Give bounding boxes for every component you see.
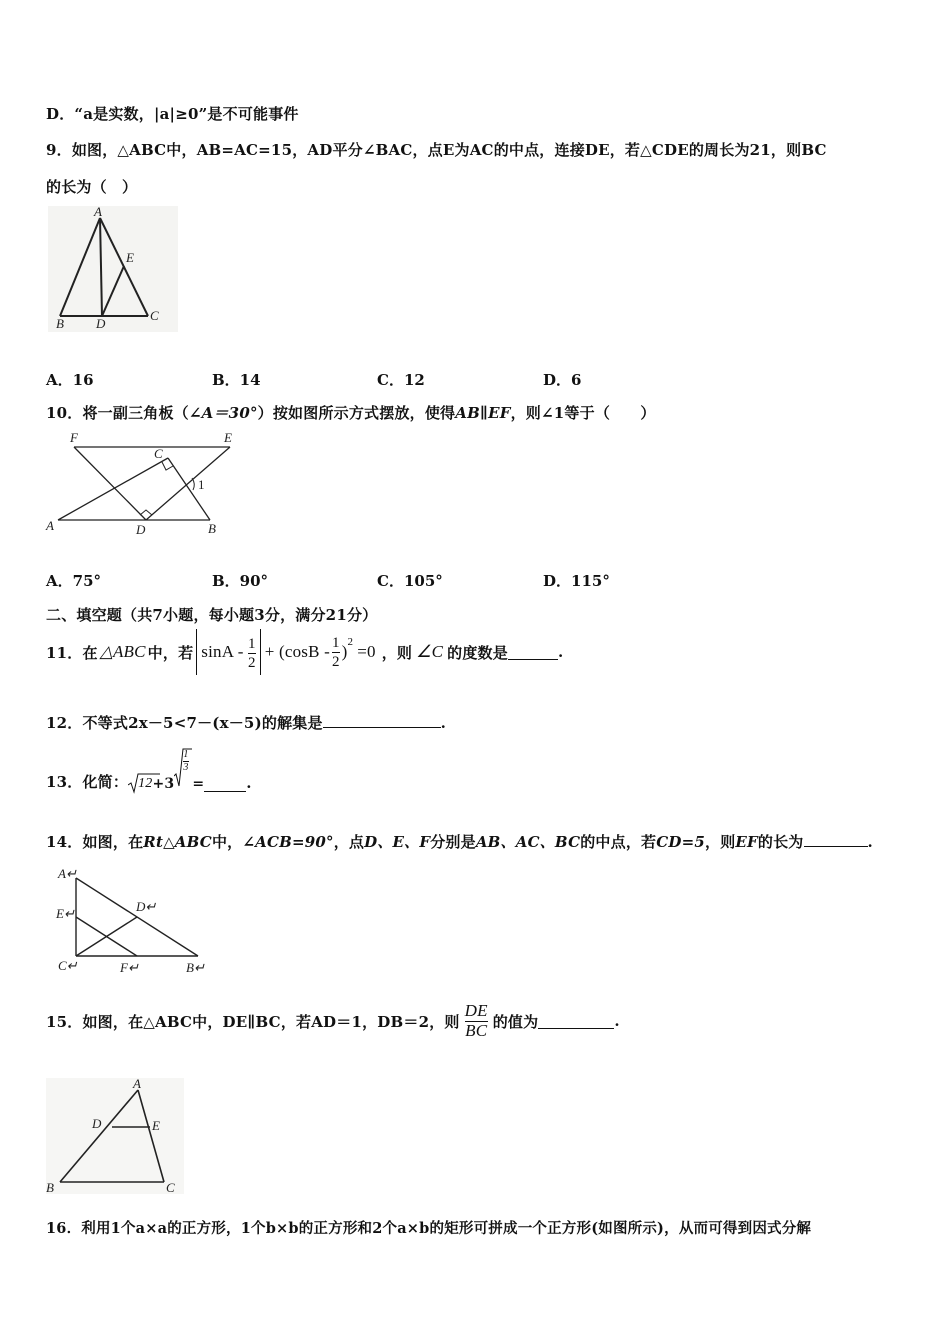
q10-middle: ）按如图所示方式摆放，使得 bbox=[257, 404, 456, 422]
q9-option-b: B．14 bbox=[212, 371, 261, 389]
q11-half-den-2: 2 bbox=[331, 653, 340, 670]
q16-stem: 16．利用1个a×a的正方形，1个b×b的正方形和2个a×b的矩形可拼成一个正方形(如图所示)，从而可得到因式分解 bbox=[46, 1220, 812, 1237]
q14-prefix: 14．如图，在 bbox=[46, 833, 144, 851]
q15-fraction bbox=[465, 1002, 488, 1040]
q12-stem bbox=[46, 712, 446, 733]
q11-plus-part: + (cosB - bbox=[264, 642, 330, 661]
q11-half-num-1: 1 bbox=[248, 635, 256, 652]
q14-part2: 中， bbox=[211, 833, 243, 851]
q14-answer-blank[interactable] bbox=[804, 832, 868, 847]
q13-sqrt-12 bbox=[128, 776, 152, 792]
q11-suffix: 的度数是 bbox=[447, 643, 508, 662]
q15-figure bbox=[40, 1072, 190, 1196]
q11-half-fraction-1 bbox=[248, 635, 256, 672]
q14-rt: Rt△ABC bbox=[143, 833, 212, 851]
q12-answer-blank[interactable] bbox=[323, 713, 441, 728]
q12-period: . bbox=[440, 714, 447, 732]
q15-prefix: 15．如图，在△ABC中，DE∥BC，若AD＝1，DB＝2，则 bbox=[46, 1012, 460, 1031]
label-c: C bbox=[166, 1180, 175, 1195]
q15-period: . bbox=[614, 1012, 620, 1030]
label-a: A bbox=[46, 518, 54, 533]
q11-stem bbox=[46, 628, 563, 676]
q13-answer-blank[interactable] bbox=[204, 777, 246, 792]
q10-figure bbox=[44, 430, 240, 540]
section-2-title: 二、填空题（共7小题，每小题3分，满分21分） bbox=[46, 606, 378, 624]
q14-period: . bbox=[867, 833, 873, 851]
q11-angle-c: ∠C bbox=[416, 642, 444, 661]
q10-parallel: AB∥EF bbox=[455, 404, 511, 422]
q13-inner-num: 1 bbox=[183, 749, 189, 760]
q10-stem bbox=[46, 402, 656, 423]
q14-ef: EF bbox=[735, 833, 758, 851]
q13-stem bbox=[46, 742, 252, 792]
q14-points: D、E、F bbox=[364, 833, 431, 851]
q11-answer-blank[interactable] bbox=[508, 645, 558, 660]
label-1: 1 bbox=[198, 477, 205, 492]
q14-part6: ，则 bbox=[705, 833, 736, 851]
q9-option-c: C．12 bbox=[377, 371, 425, 389]
label-b: B bbox=[208, 521, 216, 536]
line-ac bbox=[58, 458, 168, 520]
label-d: D bbox=[92, 1116, 102, 1131]
q13-inner-fraction bbox=[183, 749, 188, 774]
q10-option-d: D．115° bbox=[543, 572, 610, 590]
q11-half-num-2: 1 bbox=[331, 634, 340, 651]
q12-text: 12．不等式2x－5<7－(x－5)的解集是 bbox=[46, 714, 323, 732]
label-e: E↵ bbox=[56, 906, 75, 921]
q10-angle: ∠A＝30° bbox=[188, 404, 258, 422]
label-d: D↵ bbox=[136, 899, 157, 914]
q15-suffix: 的值为 bbox=[492, 1012, 539, 1031]
q10-option-b: B．90° bbox=[212, 572, 269, 590]
q8-option-d: D．“a是实数，|a|≥0”是不可能事件 bbox=[46, 105, 299, 123]
q11-period: . bbox=[557, 643, 564, 661]
q11-then: ，则 bbox=[381, 643, 413, 662]
label-f: F↵ bbox=[120, 960, 139, 975]
q13-equals: = bbox=[192, 776, 205, 792]
right-angle-mark-d bbox=[140, 510, 152, 515]
q15-answer-blank[interactable] bbox=[538, 1014, 614, 1029]
q13-sqrt-third bbox=[174, 748, 192, 792]
q14-angle: ∠ACB=90° bbox=[242, 833, 334, 851]
label-b: B bbox=[56, 316, 64, 331]
label-a: A bbox=[133, 1076, 141, 1091]
label-e: E bbox=[224, 430, 232, 445]
q15-stem bbox=[46, 996, 620, 1046]
q14-stem bbox=[46, 831, 873, 852]
label-e: E bbox=[152, 1118, 160, 1133]
q9-stem-line2: 的长为（ ） bbox=[46, 178, 138, 196]
q11-prefix: 11．在 bbox=[46, 643, 98, 662]
q11-close-part: ) bbox=[341, 642, 348, 661]
q14-sides: AB、AC、BC bbox=[475, 833, 581, 851]
label-f: F bbox=[70, 430, 78, 445]
q15-frac-num: DE bbox=[464, 1000, 488, 1020]
q11-half-fraction-2 bbox=[332, 634, 340, 671]
q9-figure bbox=[44, 204, 180, 334]
q10-option-c: C．105° bbox=[377, 572, 443, 590]
q13-plus3: +3 bbox=[152, 776, 175, 792]
label-a: A↵ bbox=[58, 866, 77, 881]
label-d: D bbox=[96, 316, 106, 331]
q9-option-d: D．6 bbox=[543, 371, 582, 389]
q11-half-den-1: 2 bbox=[248, 654, 256, 671]
label-c: C↵ bbox=[58, 958, 78, 973]
q9-stem-line1: 9．如图，△ABC中，AB=AC=15，AD平分∠BAC，点E为AC的中点，连接DE，若△CDE的周长为21，则BC bbox=[46, 141, 827, 159]
label-e: E bbox=[126, 250, 134, 265]
q14-part4: 分别是 bbox=[430, 833, 476, 851]
q14-part7: 的长为 bbox=[757, 833, 804, 851]
q13-inner-den: 3 bbox=[183, 762, 189, 773]
q14-part5: 的中点，若 bbox=[580, 833, 657, 851]
label-c: C bbox=[150, 308, 159, 323]
label-d: D bbox=[136, 522, 146, 537]
q11-triangle: △ABC bbox=[99, 642, 146, 661]
q10-option-a: A．75° bbox=[46, 572, 102, 590]
label-c: C bbox=[154, 446, 163, 461]
label-a: A bbox=[94, 204, 102, 219]
line-fd bbox=[74, 447, 146, 520]
q13-period: . bbox=[246, 774, 252, 792]
label-b: B↵ bbox=[186, 960, 205, 975]
q9-option-a: A．16 bbox=[46, 371, 94, 389]
q10-suffix: ，则∠1等于（ ） bbox=[510, 404, 656, 422]
q11-equals-zero: =0 bbox=[357, 642, 376, 661]
q10-prefix: 10．将一副三角板（ bbox=[46, 404, 189, 422]
q15-frac-den: BC bbox=[465, 1020, 488, 1040]
q11-mid: 中，若 bbox=[147, 643, 194, 662]
q14-cd: CD=5 bbox=[656, 833, 706, 851]
q11-power: 2 bbox=[347, 636, 354, 648]
q14-part3: ，点 bbox=[333, 833, 365, 851]
label-b: B bbox=[46, 1180, 54, 1195]
q13-radicand: 12 bbox=[138, 776, 153, 791]
q14-figure bbox=[52, 864, 222, 980]
q11-absolute-value bbox=[196, 629, 260, 675]
q11-sin-part: sinA - bbox=[201, 642, 244, 661]
q13-prefix: 13．化简： bbox=[46, 773, 129, 791]
